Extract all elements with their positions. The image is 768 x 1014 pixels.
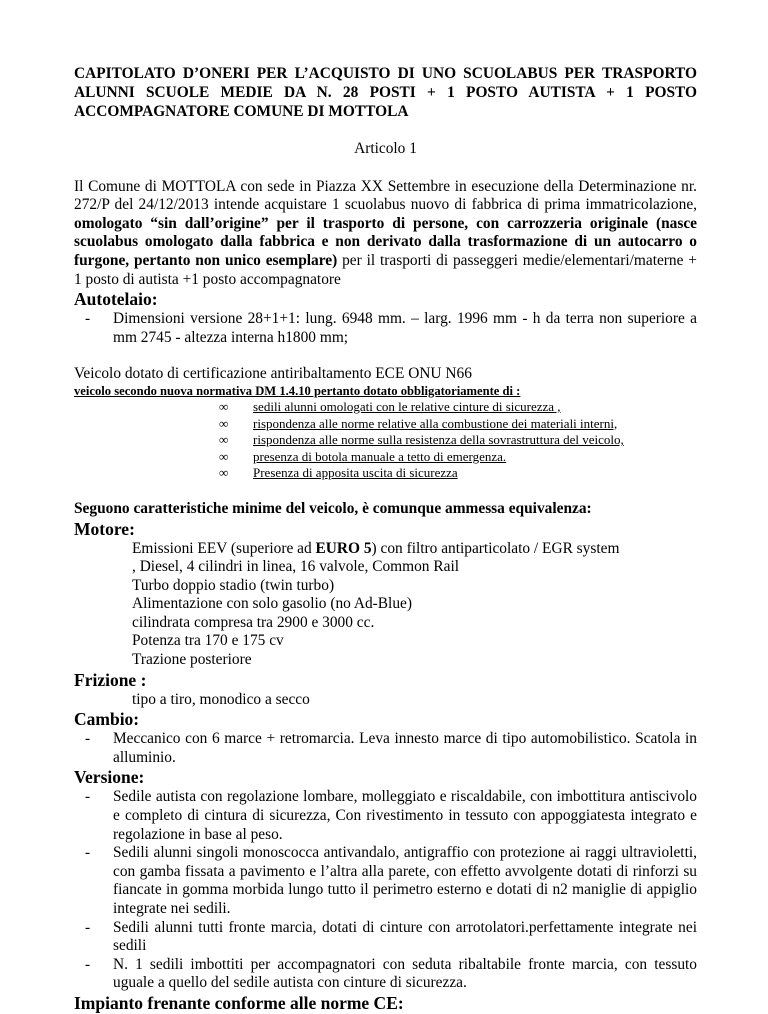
list-item-text: presenza di botola manuale a tetto di emergenza. xyxy=(253,448,507,464)
list-item xyxy=(219,449,697,466)
impianto-heading: Impianto frenante conforme alle norme CE: xyxy=(74,992,404,1013)
dash-marker: - xyxy=(85,730,91,748)
infinity-bullet-icon: ∞ xyxy=(219,448,229,464)
dash-marker: - xyxy=(85,310,91,328)
motore-line: Potenza tra 170 e 175 cv xyxy=(132,632,284,650)
versione-item xyxy=(74,788,697,844)
motore-line-text: Emissioni EEV (superiore ad xyxy=(132,539,316,557)
dash-marker: - xyxy=(85,918,91,936)
versione-heading: Versione: xyxy=(74,767,145,788)
frizione-heading: Frizione : xyxy=(74,669,147,690)
list-item xyxy=(219,399,697,416)
list-item xyxy=(219,465,697,482)
infinity-bullet-icon: ∞ xyxy=(219,465,229,481)
list-item-text: rispondenza alle norme sulla resistenza della sovrastruttura del veicolo, xyxy=(253,432,624,448)
document-title: CAPITOLATO D’ONERI PER L’ACQUISTO DI UNO SCUOLABUS PER TRASPORTO ALUNNI SCUOLE MEDIE DA N. 28 POSTI + 1 POSTO AUTISTA + 1 POSTO ACCOMPAGNATORE COMUNE DI MOTTOLA xyxy=(74,65,697,120)
list-item-text: rispondenza alle norme relative alla combustione dei materiali interni, xyxy=(253,415,618,431)
intro-end-text: per il trasporti di passeggeri medie/elementari/materne + 1 posto di autista +1 posto accompagnatore xyxy=(74,251,697,288)
article-heading: Articolo 1 xyxy=(354,140,417,157)
motore-heading: Motore: xyxy=(74,518,135,539)
certification-text: Veicolo dotato di certificazione antiribaltamento ECE ONU N66 xyxy=(74,365,472,383)
dash-marker: - xyxy=(85,844,91,862)
infinity-bullet-icon: ∞ xyxy=(219,398,229,414)
versione-item xyxy=(74,844,697,918)
motore-line: , Diesel, 4 cilindri in linea, 16 valvole, Common Rail xyxy=(132,558,459,576)
list-item xyxy=(219,432,697,449)
versione-item xyxy=(74,956,697,993)
motore-line: Alimentazione con solo gasolio (no Ad-Blue) xyxy=(132,595,412,613)
autotelaio-item-text: Dimensioni versione 28+1+1: lung. 6948 mm. – larg. 1996 mm - h da terra non superiore a mm 2745 - altezza interna h1800 mm; xyxy=(113,310,697,346)
motore-line: Trazione posteriore xyxy=(132,651,252,669)
cambio-item xyxy=(74,730,697,767)
frizione-text: tipo a tiro, monodico a secco xyxy=(132,690,310,708)
versione-item-text: Sedili alunni singoli monoscocca antivandalo, antigraffio con protezione ai raggi ultravioletti, con gamba fissata a pavimento e l’altra alla parete, con effetto avvolgente dotati di rinforzi su fiancate in gomma morbida lungo tutto il perimetro esterno e dotati di n2 maniglie di appiglio integrate nei sedili. xyxy=(113,844,697,917)
motore-line: Turbo doppio stadio (twin turbo) xyxy=(132,576,335,594)
infinity-bullet-icon: ∞ xyxy=(219,415,229,431)
dash-marker: - xyxy=(85,955,91,973)
dash-marker: - xyxy=(85,788,91,806)
motore-line: cilindrata compresa tra 2900 e 3000 cc. xyxy=(132,613,375,631)
document-page xyxy=(74,64,697,1014)
intro-paragraph xyxy=(74,178,697,290)
versione-item-text: Sedili alunni tutti fronte marcia, dotati di cinture con arrotolatori.perfettamente integrate nei sedili xyxy=(113,918,697,955)
versione-item xyxy=(74,919,697,956)
versione-item-text: Sedile autista con regolazione lombare, molleggiato e riscaldabile, con imbottitura antiscivolo e completo di cintura di sicurezza, Con rivestimento in tessuto con appoggiatesta integrato e regolazione in base al peso. xyxy=(113,788,697,843)
list-item-text: Presenza di apposita uscita di sicurezza xyxy=(253,465,458,481)
cambio-heading: Cambio: xyxy=(74,709,140,730)
versione-item-text: N. 1 sedili imbottiti per accompagnatori con seduta ribaltabile fronte marcia, con tessuto uguale a quello del sedile autista con cinture di sicurezza. xyxy=(113,955,697,992)
motore-line xyxy=(132,540,697,559)
autotelaio-item xyxy=(74,310,697,347)
seguono-text: Seguono caratteristiche minime del veicolo, è comunque ammessa equivalenza: xyxy=(74,499,592,517)
list-item xyxy=(219,416,697,433)
normativa-list xyxy=(74,399,697,482)
intro-text: Il Comune di MOTTOLA con sede in Piazza XX Settembre in esecuzione della Determinazione nr. 272/P del 24/12/2013 intende acquistare 1 scuolabus nuovo di fabbrica di prima immatricolazione, xyxy=(74,177,697,214)
euro5-text: EURO 5 xyxy=(315,539,372,557)
list-item-text: sedili alunni omologati con le relative cinture di sicurezza , xyxy=(253,398,561,414)
cambio-item-text: Meccanico con 6 marce + retromarcia. Leva innesto marce di tipo automobilistico. Scatola in alluminio. xyxy=(113,730,697,766)
autotelaio-heading: Autotelaio: xyxy=(74,289,158,310)
normativa-heading: veicolo secondo nuova normativa DM 1.4.10 pertanto dotato obbligatoriamente di : xyxy=(74,383,521,398)
infinity-bullet-icon: ∞ xyxy=(219,432,229,448)
motore-line-text-end: ) con filtro antiparticolato / EGR system xyxy=(371,539,620,557)
intro-bold-text: omologato “sin dall’origine” per il trasporto di persone, con carrozzeria originale (nasce scuolabus omologato dalla fabbrica e non derivato dalla trasformazione di un autocarro o furgone, pertanto non unico esemplare) xyxy=(74,214,697,269)
